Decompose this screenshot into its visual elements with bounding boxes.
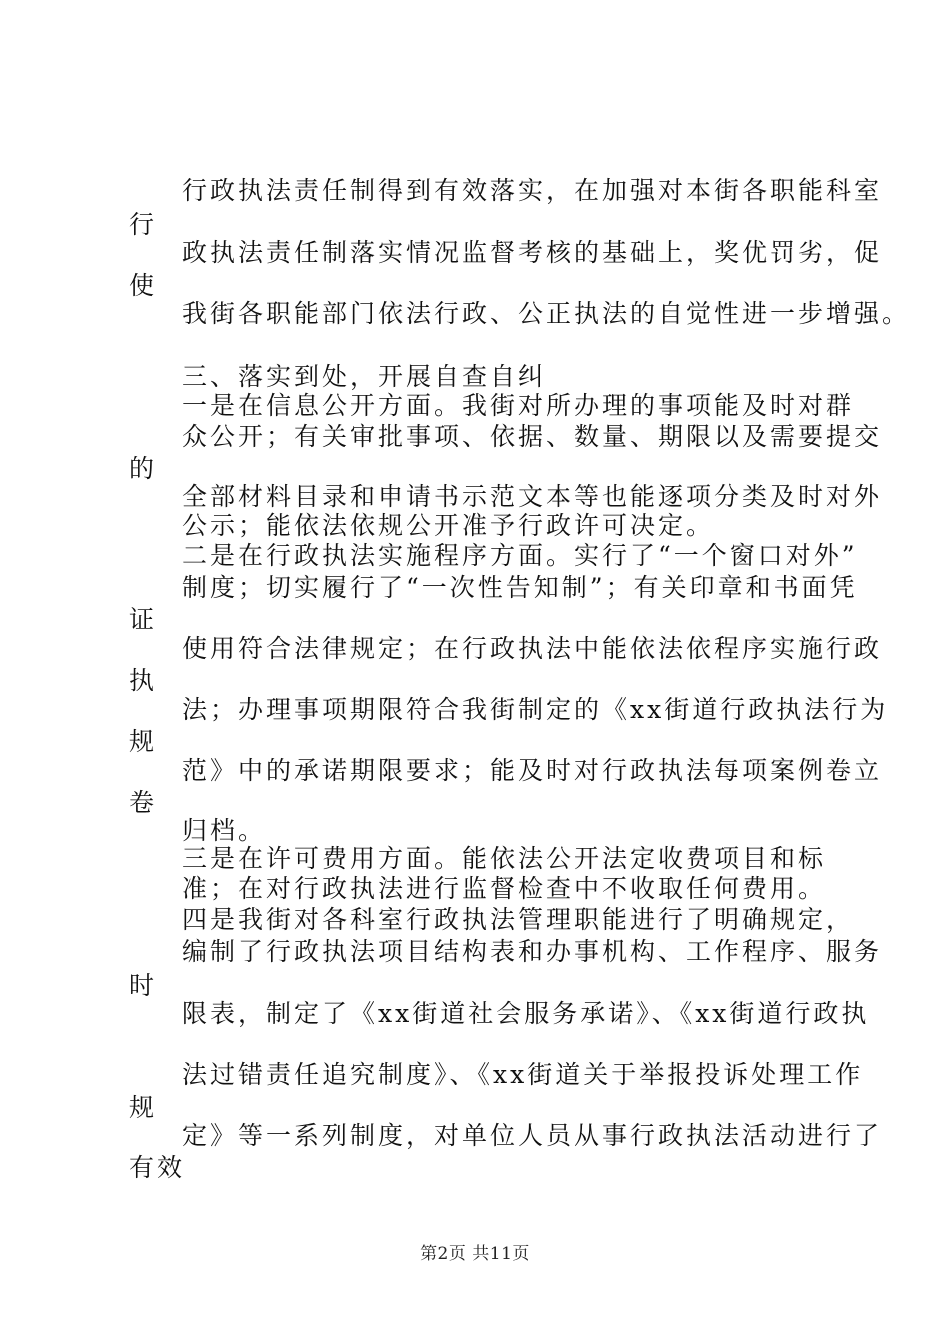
text-line: 的 xyxy=(129,454,158,483)
text-line: 规 xyxy=(129,727,158,756)
text-line: 有效 xyxy=(129,1153,186,1182)
text-line: 我街各职能部门依法行政、公正执法的自觉性进一步增强。 xyxy=(182,299,911,328)
text-line: 众公开；有关审批事项、依据、数量、期限以及需要提交 xyxy=(182,422,883,451)
section-heading: 三、落实到处，开展自查自纠 xyxy=(182,362,547,391)
text-line: 法；办理事项期限符合我街制定的《xx街道行政执法行为 xyxy=(182,695,889,724)
text-line: 政执法责任制落实情况监督考核的基础上，奖优罚劣，促 xyxy=(182,238,883,267)
text-line: 执 xyxy=(129,666,158,695)
text-line: 全部材料目录和申请书示范文本等也能逐项分类及时对外 xyxy=(182,482,883,511)
text-line: 规 xyxy=(129,1093,158,1122)
text-line: 证 xyxy=(129,605,158,634)
text-line: 法过错责任追究制度》、《xx街道关于举报投诉处理工作 xyxy=(182,1060,864,1089)
text-line: 使 xyxy=(129,271,158,300)
text-line: 制度；切实履行了“一次性告知制”；有关印章和书面凭 xyxy=(182,573,858,602)
text-line: 定》等一系列制度，对单位人员从事行政执法活动进行了 xyxy=(182,1121,883,1150)
text-line: 编制了行政执法项目结构表和办事机构、工作程序、服务 xyxy=(182,937,883,966)
text-line: 三是在许可费用方面。能依法公开法定收费项目和标 xyxy=(182,844,827,873)
text-line: 时 xyxy=(129,971,158,1000)
text-line: 公示；能依法依规公开准予行政许可决定。 xyxy=(182,511,715,540)
text-line: 范》中的承诺期限要求；能及时对行政执法每项案例卷立 xyxy=(182,756,883,785)
text-line: 准；在对行政执法进行监督检查中不收取任何费用。 xyxy=(182,874,827,903)
text-line: 卷 xyxy=(129,788,158,817)
text-line: 二是在行政执法实施程序方面。实行了“一个窗口对外” xyxy=(182,541,858,570)
page-number-footer: 第2页 共11页 xyxy=(420,1244,530,1264)
text-line: 行 xyxy=(129,210,158,239)
text-line: 使用符合法律规定；在行政执法中能依法依程序实施行政 xyxy=(182,634,883,663)
text-line: 行政执法责任制得到有效落实，在加强对本街各职能科室 xyxy=(182,176,883,205)
text-line: 归档。 xyxy=(182,816,267,845)
text-line: 限表，制定了《xx街道社会服务承诺》、《xx街道行政执 xyxy=(182,999,870,1028)
text-line: 四是我街对各科室行政执法管理职能进行了明确规定， xyxy=(182,905,855,934)
text-line: 一是在信息公开方面。我街对所办理的事项能及时对群 xyxy=(182,391,855,420)
